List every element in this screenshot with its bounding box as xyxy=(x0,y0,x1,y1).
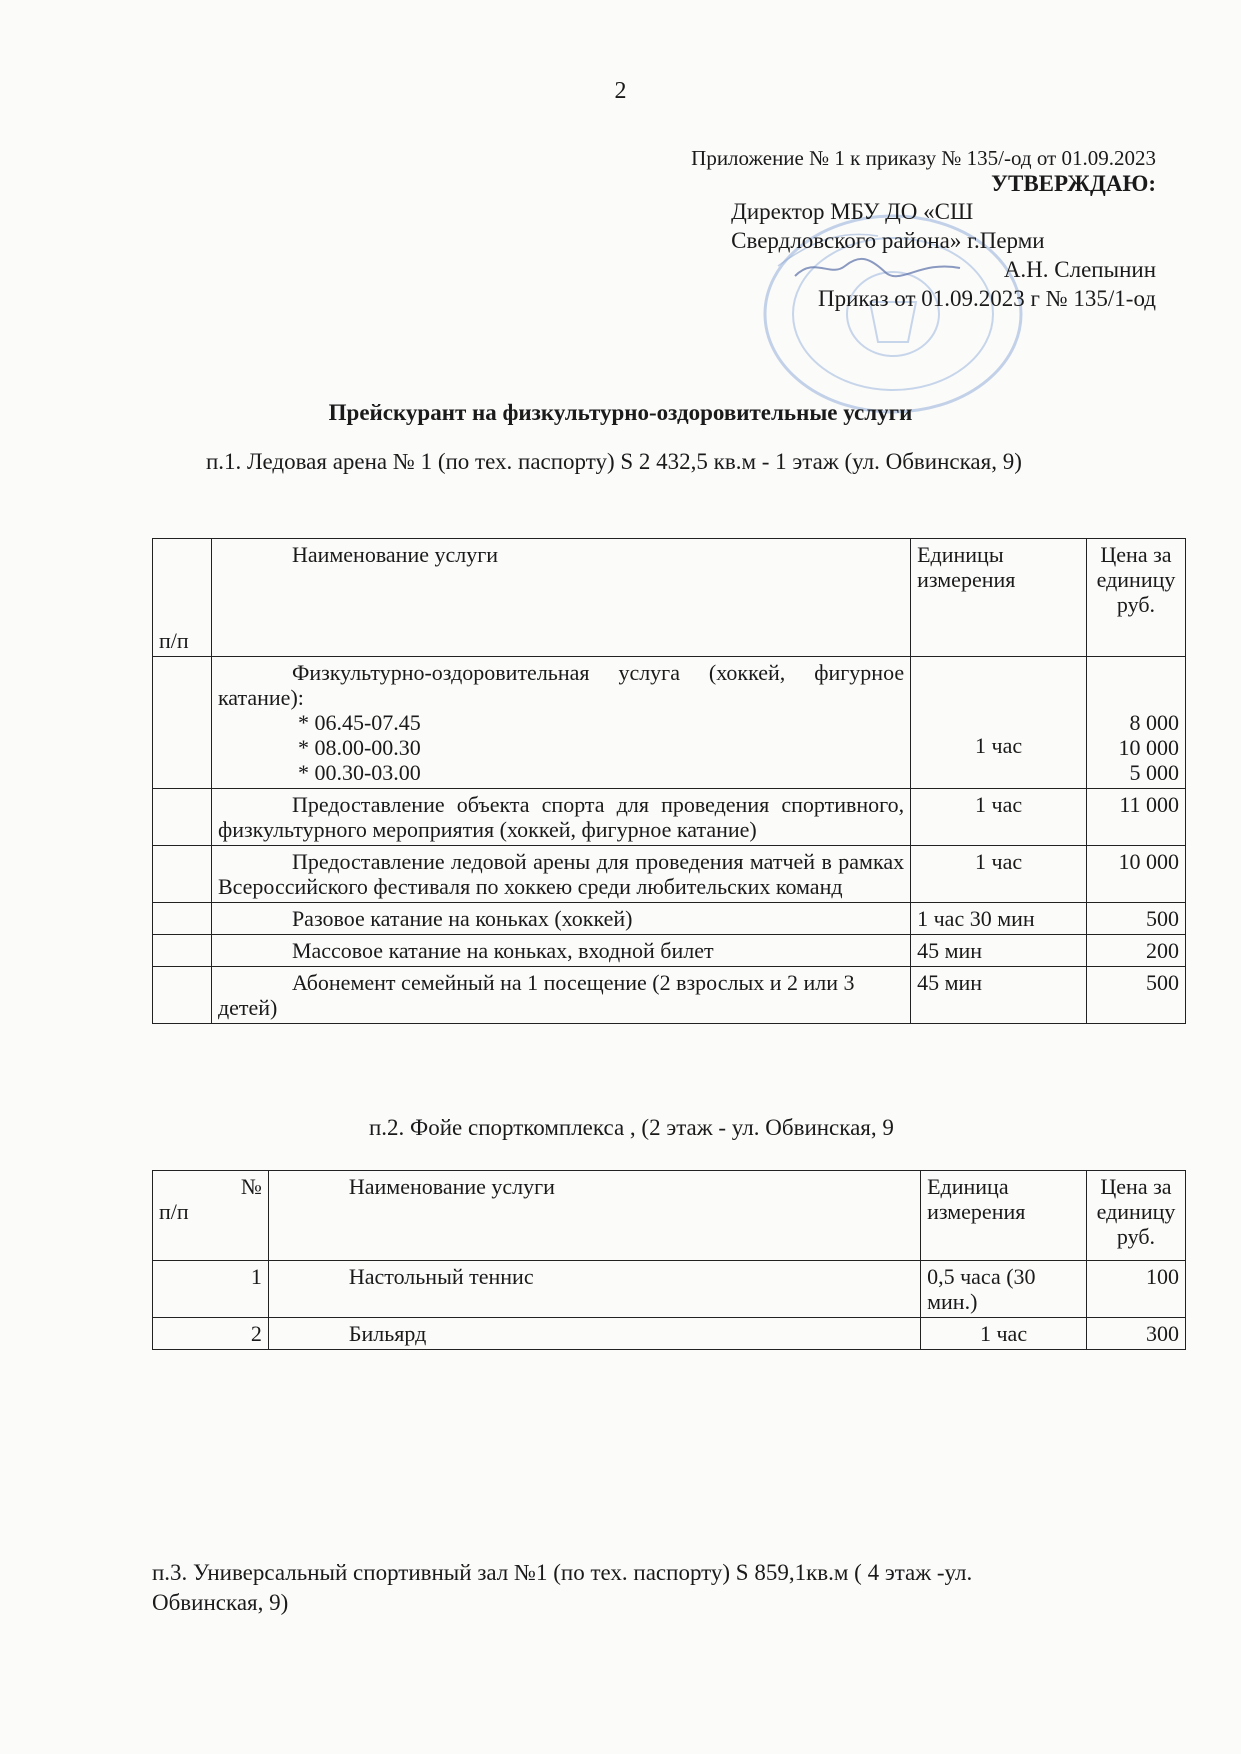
table-row xyxy=(153,967,1186,1024)
row5-name: Массовое катание на коньках, входной билет xyxy=(211,935,910,967)
section1-heading: п.1. Ледовая арена № 1 (по тех. паспорту) S 2 432,5 кв.м - 1 этаж (ул. Обвинская, 9) xyxy=(206,449,1022,474)
section1-table xyxy=(152,538,1186,1024)
header-name: Наименование услуги xyxy=(211,539,910,657)
row1-time-3: * 00.30-03.00 xyxy=(297,760,421,785)
approval-line-2: Свердловского района» г.Перми xyxy=(731,228,1045,253)
section2-heading: п.2. Фойе спорткомплекса , (2 этаж - ул. Обвинская, 9 xyxy=(369,1115,894,1140)
row5-price: 200 xyxy=(1086,935,1185,967)
header-num-symbol: № xyxy=(240,1174,262,1199)
table-row xyxy=(153,657,1186,789)
row2-price: 11 000 xyxy=(1086,789,1185,846)
row-num: 1 xyxy=(153,1261,269,1318)
table-row xyxy=(153,1318,1186,1350)
appendix-note: Приложение № 1 к приказу № 135/-од от 01.09.2023 xyxy=(691,146,1156,170)
row4-price: 500 xyxy=(1086,903,1185,935)
row3-price: 10 000 xyxy=(1086,846,1185,903)
table-row xyxy=(153,789,1186,846)
page-number: 2 xyxy=(614,78,627,104)
header-num: п/п xyxy=(153,539,212,657)
section3-heading: п.3. Универсальный спортивный зал №1 (по тех. паспорту) S 859,1кв.м ( 4 этаж -ул. Обвинская, 9) xyxy=(152,1560,973,1615)
row-name: Бильярд xyxy=(268,1318,920,1350)
row4-unit: 1 час 30 мин xyxy=(911,903,1087,935)
approval-line-3: А.Н. Слепынин xyxy=(1003,257,1156,282)
row6-price: 500 xyxy=(1086,967,1185,1024)
row-name: Настольный теннис xyxy=(268,1261,920,1318)
header-price: Цена за единицу руб. xyxy=(1086,1171,1185,1261)
row2-unit: 1 час xyxy=(911,789,1087,846)
row1-unit: 1 час xyxy=(911,657,1087,789)
row-unit: 0,5 часа (30 мин.) xyxy=(921,1261,1087,1318)
approval-line-4: Приказ от 01.09.2023 г № 135/1-од xyxy=(817,286,1156,311)
page-title: Прейскурант на физкультурно-оздоровительные услуги xyxy=(328,400,913,425)
table-row xyxy=(153,935,1186,967)
row6-unit: 45 мин xyxy=(911,967,1087,1024)
table-row xyxy=(153,1261,1186,1318)
row2-name: Предоставление объекта спорта для проведения спортивного, физкультурного мероприятия (хоккей, фигурное катание) xyxy=(211,789,910,846)
row1-price-1: 8 000 xyxy=(1129,710,1179,735)
row-num: 2 xyxy=(153,1318,269,1350)
header-name: Наименование услуги xyxy=(268,1171,920,1261)
row3-unit: 1 час xyxy=(911,846,1087,903)
approve-label: УТВЕРЖДАЮ: xyxy=(991,171,1156,196)
row1-price-3: 5 000 xyxy=(1129,760,1179,785)
header-num: п/п xyxy=(159,1199,189,1224)
row4-name: Разовое катание на коньках (хоккей) xyxy=(211,903,910,935)
row1-time-2: * 08.00-00.30 xyxy=(297,735,421,760)
section2-table xyxy=(152,1170,1186,1350)
row1-name: Физкультурно-оздоровительная услуга (хоккей, фигурное катание): xyxy=(217,660,905,710)
approval-block xyxy=(691,145,1156,313)
row6-name: Абонемент семейный на 1 посещение (2 взрослых и 2 или 3 детей) xyxy=(211,967,910,1024)
table-row xyxy=(153,903,1186,935)
row-price: 100 xyxy=(1086,1261,1185,1318)
row-unit: 1 час xyxy=(921,1318,1087,1350)
header-price: Цена за единицу руб. xyxy=(1086,539,1185,657)
approval-line-1: Директор МБУ ДО «СШ xyxy=(731,199,974,224)
table-row xyxy=(153,846,1186,903)
row-price: 300 xyxy=(1086,1318,1185,1350)
row1-time-1: * 06.45-07.45 xyxy=(297,710,421,735)
row5-unit: 45 мин xyxy=(911,935,1087,967)
row1-price-2: 10 000 xyxy=(1118,735,1179,760)
header-unit: Единица измерения xyxy=(921,1171,1087,1261)
header-unit: Единицы измерения xyxy=(911,539,1087,657)
row3-name: Предоставление ледовой арены для проведения матчей в рамках Всероссийского фестиваля по хоккею среди любительских команд xyxy=(211,846,910,903)
